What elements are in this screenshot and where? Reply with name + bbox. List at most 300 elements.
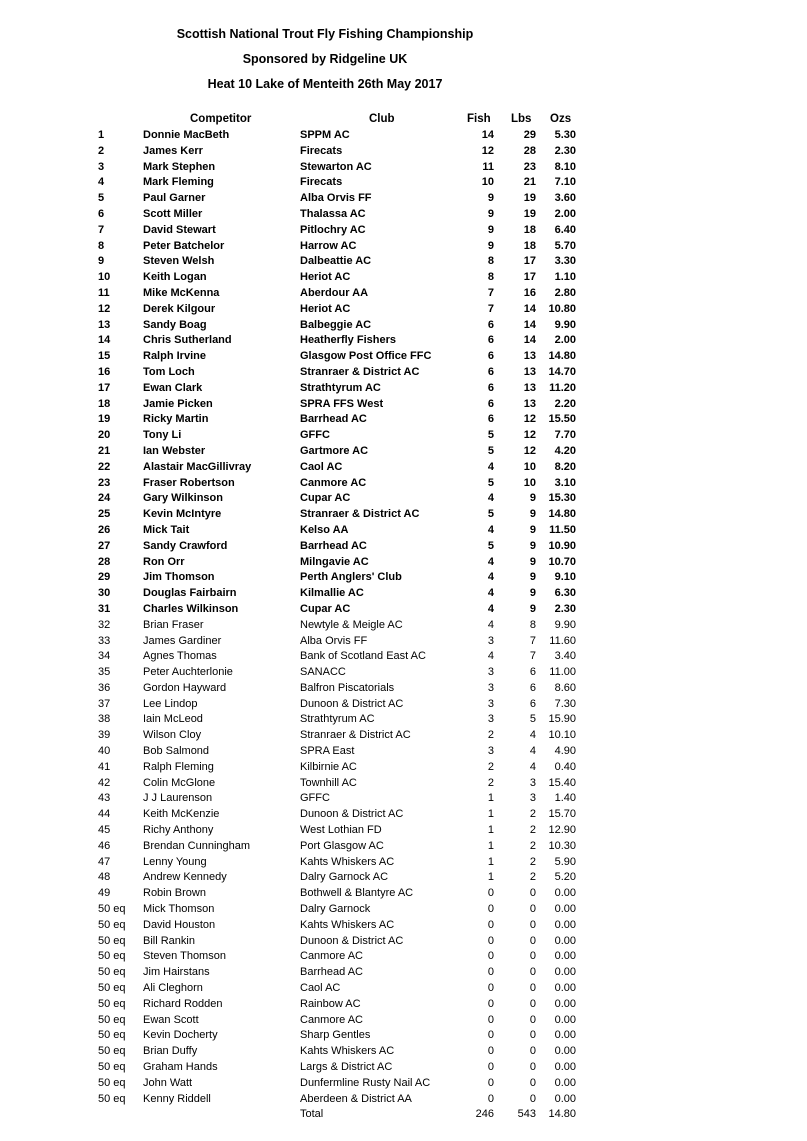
competitor-cell: Andrew Kennedy: [143, 871, 227, 884]
lbs-cell: 18: [523, 223, 536, 236]
ozs-cell: 14.70: [548, 365, 576, 378]
position-cell: 11: [98, 286, 110, 299]
ozs-cell: 10.70: [548, 555, 576, 568]
position-cell: 50 eq: [98, 1076, 126, 1089]
competitor-cell: Fraser Robertson: [143, 476, 235, 489]
fish-cell: 4: [487, 571, 494, 584]
position-cell: 6: [98, 207, 105, 220]
lbs-cell: 12: [523, 444, 536, 457]
fish-cell: 9: [487, 207, 494, 220]
fish-cell: 1: [487, 792, 494, 805]
ozs-cell: 9.90: [554, 618, 576, 631]
lbs-cell: 13: [523, 350, 536, 363]
ozs-cell: 0.00: [554, 903, 576, 916]
fish-cell: 8: [487, 271, 494, 284]
table-row: [0, 791, 807, 807]
fish-cell: 6: [487, 381, 494, 394]
table-row: [0, 175, 807, 191]
table-row: [0, 681, 807, 697]
club-cell: Firecats: [300, 176, 343, 189]
fish-cell: 0: [487, 1029, 494, 1042]
lbs-cell: 17: [523, 271, 536, 284]
competitor-cell: James Gardiner: [143, 634, 222, 647]
fish-cell: 10: [481, 176, 494, 189]
table-row: [0, 397, 807, 413]
lbs-cell: 13: [523, 365, 536, 378]
position-cell: 26: [98, 523, 111, 536]
club-cell: Barrhead AC: [300, 413, 367, 426]
ozs-cell: 15.70: [548, 808, 576, 821]
fish-cell: 4: [487, 555, 494, 568]
table-row: [0, 949, 807, 965]
table-row: [0, 839, 807, 855]
ozs-cell: 15.50: [548, 413, 576, 426]
position-cell: 49: [98, 887, 111, 900]
fish-cell: 0: [487, 1092, 494, 1105]
fish-cell: 0: [487, 982, 494, 995]
ozs-cell: 0.00: [554, 887, 576, 900]
lbs-cell: 0: [529, 934, 536, 947]
table-row: [0, 776, 807, 792]
position-cell: 44: [98, 808, 111, 821]
fish-cell: 5: [487, 444, 494, 457]
ozs-cell: 0.00: [554, 1029, 576, 1042]
club-cell: Alba Orvis FF: [300, 192, 372, 205]
table-row: [0, 1092, 807, 1108]
competitor-cell: Steven Welsh: [143, 255, 215, 268]
lbs-cell: 12: [523, 429, 536, 442]
club-cell: Glasgow Post Office FFC: [300, 350, 432, 363]
table-row: [0, 507, 807, 523]
ozs-cell: 10.80: [548, 302, 576, 315]
club-cell: Strathtyrum AC: [300, 713, 375, 726]
lbs-cell: 0: [529, 1092, 536, 1105]
competitor-cell: Brendan Cunningham: [143, 839, 251, 852]
competitor-cell: Jamie Picken: [143, 397, 213, 410]
club-cell: Kahts Whiskers AC: [300, 1045, 395, 1058]
competitor-cell: Graham Hands: [143, 1061, 218, 1074]
club-cell: Heriot AC: [300, 302, 351, 315]
club-cell: Stewarton AC: [300, 160, 372, 173]
table-row: [0, 523, 807, 539]
lbs-cell: 3: [529, 776, 536, 789]
club-cell: Milngavie AC: [300, 555, 369, 568]
club-cell: Dalry Garnock: [300, 903, 371, 916]
competitor-cell: Richard Rodden: [143, 997, 223, 1010]
club-cell: Thalassa AC: [300, 207, 366, 220]
position-cell: 8: [98, 239, 105, 252]
lbs-cell: 0: [529, 1076, 536, 1089]
competitor-cell: Donnie MacBeth: [143, 129, 230, 141]
ozs-cell: 11.60: [549, 634, 576, 647]
results-table: [0, 128, 807, 1123]
lbs-cell: 0: [529, 887, 536, 900]
column-header-club: Club: [369, 113, 395, 125]
ozs-cell: 3.40: [554, 650, 576, 663]
competitor-cell: Paul Garner: [143, 192, 206, 205]
table-row: [0, 902, 807, 918]
table-row: [0, 728, 807, 744]
ozs-cell: 8.20: [554, 460, 576, 473]
ozs-cell: 0.00: [554, 1092, 576, 1105]
lbs-cell: 9: [529, 602, 536, 615]
lbs-cell: 9: [529, 508, 536, 521]
ozs-cell: 4.20: [554, 444, 576, 457]
ozs-cell: 0.00: [554, 1061, 576, 1074]
ozs-cell: 3.30: [554, 255, 576, 268]
club-cell: Perth Anglers' Club: [300, 571, 402, 584]
position-cell: 31: [98, 602, 111, 615]
ozs-cell: 5.20: [554, 871, 576, 884]
position-cell: 19: [98, 413, 111, 426]
club-cell: Cupar AC: [300, 492, 351, 505]
ozs-cell: 5.30: [554, 129, 576, 141]
club-cell: West Lothian FD: [300, 824, 382, 837]
table-row: [0, 207, 807, 223]
fish-cell: 11: [482, 160, 494, 173]
club-cell: Kahts Whiskers AC: [300, 855, 395, 868]
total-row: [0, 1107, 807, 1123]
ozs-cell: 7.10: [554, 176, 576, 189]
competitor-cell: Ewan Clark: [143, 381, 203, 394]
club-cell: Dunfermline Rusty Nail AC: [300, 1076, 431, 1089]
sponsor-line: Sponsored by Ridgeline UK: [242, 52, 408, 66]
fish-cell: 3: [487, 745, 494, 758]
ozs-cell: 10.90: [548, 539, 576, 552]
ozs-cell: 10.30: [548, 839, 576, 852]
position-cell: 14: [98, 334, 111, 347]
fish-cell: 6: [487, 350, 494, 363]
fish-cell: 1: [487, 855, 494, 868]
table-row: [0, 160, 807, 176]
fish-cell: 0: [487, 934, 494, 947]
competitor-cell: Agnes Thomas: [143, 650, 217, 663]
position-cell: 48: [98, 871, 111, 884]
club-cell: Dunoon & District AC: [300, 697, 404, 710]
lbs-cell: 4: [529, 760, 536, 773]
position-cell: 50 eq: [98, 1029, 126, 1042]
position-cell: 21: [98, 444, 111, 457]
fish-cell: 6: [487, 334, 494, 347]
championship-title: Scottish National Trout Fly Fishing Championship: [176, 27, 474, 41]
competitor-cell: Sandy Crawford: [143, 539, 228, 552]
position-cell: 22: [98, 460, 111, 473]
ozs-cell: 0.00: [554, 1013, 576, 1026]
ozs-cell: 14.80: [548, 350, 576, 363]
competitor-cell: Derek Kilgour: [143, 302, 216, 315]
position-cell: 43: [98, 792, 111, 805]
position-cell: 40: [98, 745, 111, 758]
position-cell: 47: [98, 855, 111, 868]
lbs-cell: 2: [529, 839, 536, 852]
club-cell: Stranraer & District AC: [300, 365, 420, 378]
table-row: [0, 586, 807, 602]
club-cell: Newtyle & Meigle AC: [300, 618, 403, 631]
position-cell: 9: [98, 255, 105, 268]
fish-cell: 0: [487, 1045, 494, 1058]
ozs-cell: 0.00: [554, 982, 576, 995]
lbs-cell: 0: [529, 903, 536, 916]
ozs-cell: 6.30: [554, 587, 576, 600]
fish-cell: 6: [487, 318, 494, 331]
competitor-cell: Gary Wilkinson: [143, 492, 223, 505]
position-cell: 23: [98, 476, 111, 489]
competitor-cell: Peter Batchelor: [143, 239, 225, 252]
lbs-cell: 0: [529, 997, 536, 1010]
position-cell: 50 eq: [98, 966, 126, 979]
fish-cell: 1: [487, 871, 494, 884]
position-cell: 35: [98, 666, 111, 679]
position-cell: 15: [98, 350, 111, 363]
fish-cell: 0: [487, 1061, 494, 1074]
fish-cell: 5: [487, 429, 494, 442]
table-row: [0, 333, 807, 349]
fish-cell: 12: [481, 144, 494, 157]
lbs-cell: 7: [529, 650, 536, 663]
club-cell: Aberdour AA: [300, 286, 369, 299]
club-cell: Dunoon & District AC: [300, 808, 404, 821]
ozs-cell: 9.90: [554, 318, 576, 331]
ozs-cell: 7.70: [554, 429, 576, 442]
competitor-cell: J J Laurenson: [143, 792, 213, 805]
position-cell: 50 eq: [98, 1045, 126, 1058]
table-row: [0, 223, 807, 239]
heat-line: Heat 10 Lake of Menteith 26th May 2017: [207, 77, 443, 91]
table-row: [0, 855, 807, 871]
competitor-cell: Kevin McIntyre: [143, 508, 222, 521]
lbs-cell: 10: [523, 476, 536, 489]
lbs-cell: 4: [529, 729, 536, 742]
club-cell: Stranraer & District AC: [300, 508, 420, 521]
position-cell: 24: [98, 492, 111, 505]
fish-cell: 7: [487, 302, 494, 315]
competitor-cell: Colin McGlone: [143, 776, 216, 789]
competitor-cell: Mike McKenna: [143, 286, 220, 299]
fish-cell: 5: [487, 539, 494, 552]
table-row: [0, 665, 807, 681]
club-cell: Barrhead AC: [300, 966, 363, 979]
fish-cell: 4: [487, 587, 494, 600]
table-row: [0, 1076, 807, 1092]
competitor-cell: David Houston: [143, 918, 216, 931]
competitor-cell: Mick Thomson: [143, 903, 215, 916]
club-cell: Pitlochry AC: [300, 223, 366, 236]
fish-cell: 0: [487, 887, 494, 900]
club-cell: Largs & District AC: [300, 1061, 393, 1074]
competitor-cell: Keith Logan: [143, 271, 207, 284]
lbs-cell: 28: [523, 144, 536, 157]
club-cell: Kilbirnie AC: [300, 760, 357, 773]
competitor-cell: Ali Cleghorn: [143, 982, 203, 995]
club-cell: GFFC: [300, 792, 330, 805]
fish-cell: 2: [487, 760, 494, 773]
lbs-cell: 4: [529, 745, 536, 758]
position-cell: 46: [98, 839, 111, 852]
table-row: [0, 823, 807, 839]
table-row: [0, 934, 807, 950]
table-row: [0, 128, 807, 144]
competitor-cell: Jim Thomson: [143, 571, 215, 584]
lbs-cell: 0: [529, 1013, 536, 1026]
table-row: [0, 744, 807, 760]
ozs-cell: 0.00: [554, 934, 576, 947]
position-cell: 41: [98, 760, 111, 773]
ozs-cell: 2.00: [554, 334, 576, 347]
position-cell: 17: [98, 381, 111, 394]
position-cell: 36: [98, 681, 111, 694]
lbs-cell: 0: [529, 918, 536, 931]
position-cell: 1: [98, 129, 105, 141]
fish-cell: 2: [487, 776, 494, 789]
competitor-cell: Brian Duffy: [143, 1045, 198, 1058]
position-cell: 13: [98, 318, 111, 331]
table-row: [0, 286, 807, 302]
position-cell: 50 eq: [98, 903, 126, 916]
ozs-cell: 15.40: [548, 776, 576, 789]
position-cell: 50 eq: [98, 1013, 126, 1026]
competitor-cell: Mick Tait: [143, 523, 190, 536]
competitor-cell: Bill Rankin: [143, 934, 195, 947]
lbs-cell: 29: [523, 129, 536, 141]
competitor-cell: Bob Salmond: [143, 745, 210, 758]
lbs-cell: 16: [523, 286, 536, 299]
table-row: [0, 270, 807, 286]
club-cell: Stranraer & District AC: [300, 729, 411, 742]
fish-cell: 1: [487, 839, 494, 852]
ozs-cell: 5.90: [554, 855, 576, 868]
table-row: [0, 981, 807, 997]
competitor-cell: Kevin Docherty: [143, 1029, 218, 1042]
ozs-cell: 5.70: [554, 239, 576, 252]
table-row: [0, 539, 807, 555]
lbs-cell: 9: [529, 523, 536, 536]
table-row: [0, 886, 807, 902]
fish-cell: 0: [487, 966, 494, 979]
lbs-cell: 21: [523, 176, 536, 189]
table-row: [0, 349, 807, 365]
competitor-cell: Wilson Cloy: [143, 729, 202, 742]
position-cell: 2: [98, 144, 105, 157]
lbs-cell: 18: [523, 239, 536, 252]
position-cell: 50 eq: [98, 934, 126, 947]
lbs-cell: 0: [529, 982, 536, 995]
competitor-cell: Mark Stephen: [143, 160, 216, 173]
club-cell: Barrhead AC: [300, 539, 367, 552]
club-cell: Kilmallie AC: [300, 587, 364, 600]
competitor-cell: Tony Li: [143, 429, 182, 442]
position-cell: 20: [98, 429, 111, 442]
lbs-cell: 6: [529, 666, 536, 679]
table-row: [0, 807, 807, 823]
fish-cell: 1: [487, 824, 494, 837]
lbs-cell: 9: [529, 587, 536, 600]
ozs-cell: 2.30: [554, 602, 576, 615]
table-row: [0, 444, 807, 460]
club-cell: Kelso AA: [300, 523, 349, 536]
ozs-cell: 14.80: [548, 508, 576, 521]
fish-cell: 4: [487, 523, 494, 536]
ozs-cell: 8.10: [554, 160, 576, 173]
table-row: [0, 1028, 807, 1044]
ozs-cell: 0.00: [554, 966, 576, 979]
club-cell: Harrow AC: [300, 239, 357, 252]
position-cell: 34: [98, 650, 111, 663]
competitor-cell: Sandy Boag: [143, 318, 207, 331]
position-cell: 27: [98, 539, 111, 552]
club-cell: Alba Orvis FF: [300, 634, 368, 647]
table-row: [0, 870, 807, 886]
lbs-cell: 7: [529, 634, 536, 647]
fish-cell: 0: [487, 1013, 494, 1026]
competitor-cell: James Kerr: [143, 144, 203, 157]
ozs-cell: 11.50: [549, 523, 576, 536]
position-cell: 25: [98, 508, 111, 521]
fish-cell: 6: [487, 413, 494, 426]
ozs-cell: 0.00: [554, 950, 576, 963]
ozs-cell: 0.00: [554, 1045, 576, 1058]
lbs-cell: 6: [529, 681, 536, 694]
club-cell: Townhill AC: [300, 776, 357, 789]
lbs-cell: 0: [529, 1029, 536, 1042]
fish-cell: 0: [487, 950, 494, 963]
position-cell: 50 eq: [98, 1061, 126, 1074]
competitor-cell: Ewan Scott: [143, 1013, 199, 1026]
position-cell: 28: [98, 555, 111, 568]
lbs-cell: 19: [523, 192, 536, 205]
club-cell: SPRA East: [300, 745, 355, 758]
table-row: [0, 254, 807, 270]
fish-cell: 0: [487, 903, 494, 916]
competitor-cell: Iain McLeod: [143, 713, 203, 726]
competitor-cell: Robin Brown: [143, 887, 206, 900]
ozs-cell: 0.40: [554, 760, 576, 773]
table-row: [0, 712, 807, 728]
club-cell: Canmore AC: [300, 1013, 363, 1026]
lbs-cell: 9: [529, 539, 536, 552]
fish-cell: 4: [487, 650, 494, 663]
lbs-cell: 13: [523, 381, 536, 394]
ozs-cell: 2.80: [554, 286, 576, 299]
lbs-cell: 2: [529, 871, 536, 884]
ozs-cell: 2.20: [554, 397, 576, 410]
fish-cell: 7: [487, 286, 494, 299]
club-cell: SANACC: [300, 666, 346, 679]
fish-cell: 8: [487, 255, 494, 268]
lbs-cell: 19: [523, 207, 536, 220]
ozs-cell: 12.90: [548, 824, 576, 837]
fish-cell: 5: [487, 508, 494, 521]
fish-cell: 0: [487, 918, 494, 931]
ozs-cell: 2.30: [554, 144, 576, 157]
club-cell: Canmore AC: [300, 950, 363, 963]
position-cell: 12: [98, 302, 111, 315]
competitor-cell: David Stewart: [143, 223, 216, 236]
table-row: [0, 476, 807, 492]
club-cell: Dunoon & District AC: [300, 934, 404, 947]
table-row: [0, 634, 807, 650]
table-row: [0, 491, 807, 507]
ozs-cell: 0.00: [554, 918, 576, 931]
position-cell: 32: [98, 618, 111, 631]
position-cell: 30: [98, 587, 111, 600]
lbs-cell: 14: [523, 334, 536, 347]
competitor-cell: Kenny Riddell: [143, 1092, 211, 1105]
ozs-cell: 9.10: [554, 571, 576, 584]
column-header-lbs: Lbs: [511, 113, 532, 125]
table-row: [0, 965, 807, 981]
ozs-cell: 14.80: [548, 1108, 576, 1121]
ozs-cell: 7.30: [554, 697, 576, 710]
